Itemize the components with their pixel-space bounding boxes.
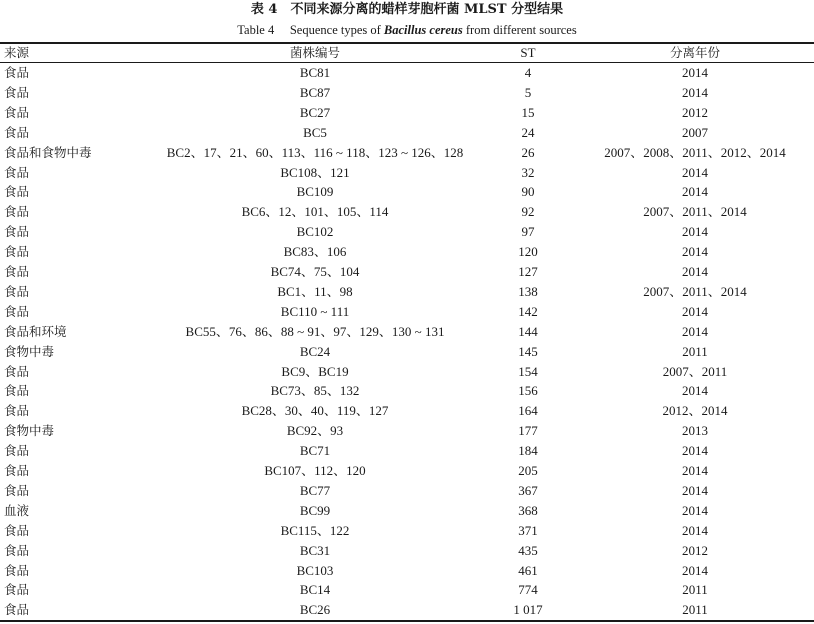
cell-st: 156: [518, 383, 538, 399]
cell-year: 2007、2011、2014: [643, 283, 747, 299]
cell-year: 2011: [682, 343, 708, 359]
cell-year: 2012、2014: [662, 403, 728, 419]
cell-strain: BC99: [299, 502, 331, 518]
cell-source: 食品: [4, 303, 30, 319]
cell-source: 食品: [4, 463, 30, 478]
cell-strain: BC27: [299, 104, 331, 120]
table-row: [0, 262, 814, 282]
caption-en-prefix: Table 4 Sequence types of: [237, 23, 384, 37]
cell-st: 26: [521, 144, 535, 160]
table-row: [0, 163, 814, 183]
cell-st: 164: [518, 403, 538, 419]
cell-st: 774: [518, 582, 538, 598]
cell-strain: BC5: [303, 124, 327, 140]
cell-st: 97: [521, 224, 535, 240]
cell-st: 205: [518, 463, 538, 478]
table-row: [0, 441, 814, 461]
cell-st: 461: [518, 562, 538, 578]
table-row: [0, 501, 814, 521]
cell-source: 食品: [4, 482, 30, 498]
cell-year: 2011: [682, 582, 708, 598]
cell-year: 2012: [682, 104, 708, 120]
cell-year: 2014: [682, 482, 708, 498]
cell-strain: BC115、122: [280, 522, 350, 538]
cell-st: 368: [518, 502, 538, 518]
table-row: [0, 580, 814, 600]
cell-year: 2014: [682, 303, 708, 319]
table-row: [0, 123, 814, 143]
header-source: 来源: [4, 45, 30, 60]
cell-st: 142: [518, 303, 538, 319]
table-row: [0, 302, 814, 322]
cell-strain: BC102: [296, 224, 334, 240]
header-st: ST: [520, 45, 536, 60]
cell-st: 145: [518, 343, 538, 359]
cell-strain: BC55、76、86、88 ~ 91、97、129、130 ~ 131: [185, 323, 445, 339]
cell-year: 2014: [682, 224, 708, 240]
cell-strain: BC24: [299, 343, 331, 359]
cell-strain: BC73、85、132: [270, 383, 360, 399]
header-year: 分离年份: [669, 45, 720, 60]
cell-year: 2014: [682, 264, 708, 279]
table-row: [0, 342, 814, 362]
cell-strain: BC2、17、21、60、113、116 ~ 118、123 ~ 126、128: [166, 144, 464, 160]
cell-source: 食品: [4, 124, 30, 140]
table-row: [0, 282, 814, 302]
table-row: [0, 103, 814, 123]
table-bottom-rule: [0, 620, 814, 622]
table-row: [0, 481, 814, 501]
cell-st: 90: [521, 184, 535, 200]
cell-year: 2013: [682, 423, 708, 439]
cell-st: 120: [518, 244, 538, 260]
caption-en-species: Bacillus cereus: [383, 23, 463, 37]
cell-st: 32: [521, 164, 535, 180]
cell-strain: BC1、11、98: [277, 283, 353, 299]
cell-year: 2014: [682, 323, 708, 339]
cell-year: 2011: [682, 602, 708, 618]
cell-strain: BC92、93: [286, 423, 344, 439]
cell-st: 435: [518, 542, 538, 558]
cell-source: 食品和环境: [4, 323, 67, 339]
table-row: [0, 242, 814, 262]
cell-st: 177: [518, 423, 538, 439]
table-caption-english: [0, 22, 814, 39]
cell-source: 食品: [4, 582, 30, 598]
cell-year: 2014: [682, 463, 708, 478]
cell-st: 367: [518, 482, 538, 498]
table-row: [0, 202, 814, 222]
table-row: [0, 63, 814, 83]
cell-strain: BC74、75、104: [270, 264, 360, 279]
cell-strain: BC77: [299, 482, 331, 498]
cell-year: 2014: [682, 65, 708, 80]
cell-year: 2014: [682, 443, 708, 459]
cell-strain: BC28、30、40、119、127: [241, 403, 389, 419]
cell-source: 食物中毒: [4, 423, 55, 439]
cell-st: 127: [518, 264, 538, 279]
table-row: [0, 561, 814, 581]
table-row: [0, 322, 814, 342]
cell-source: 食品和食物中毒: [4, 144, 92, 160]
table-row: [0, 143, 814, 163]
table-row: [0, 182, 814, 202]
cell-source: 食品: [4, 184, 30, 200]
cell-source: 食品: [4, 164, 30, 180]
cell-year: 2007、2011、2014: [643, 204, 747, 220]
cell-source: 食品: [4, 562, 30, 578]
cell-strain: BC31: [299, 542, 331, 558]
table-row: [0, 222, 814, 242]
cell-year: 2007、2011: [662, 363, 728, 379]
cell-strain: BC14: [299, 582, 331, 598]
cell-year: 2007、2008、2011、2012、2014: [604, 144, 786, 160]
cell-strain: BC108、121: [280, 164, 350, 180]
cell-source: 食品: [4, 264, 30, 279]
cell-st: 92: [521, 204, 535, 220]
cell-strain: BC71: [299, 443, 331, 459]
cell-source: 食品: [4, 104, 30, 120]
cell-source: 食品: [4, 204, 30, 220]
table-row: [0, 521, 814, 541]
cell-source: 食品: [4, 383, 30, 399]
cell-source: 食物中毒: [4, 343, 55, 359]
cell-source: 食品: [4, 403, 30, 419]
cell-st: 184: [518, 443, 538, 459]
cell-st: 154: [518, 363, 538, 379]
table-row: [0, 401, 814, 421]
cell-strain: BC83、106: [283, 244, 347, 260]
cell-source: 血液: [4, 502, 30, 518]
table-row: [0, 600, 814, 620]
cell-source: 食品: [4, 542, 30, 558]
cell-strain: BC6、12、101、105、114: [241, 204, 389, 220]
cell-year: 2014: [682, 562, 708, 578]
cell-source: 食品: [4, 602, 30, 618]
cell-st: 1 017: [513, 602, 543, 618]
cell-source: 食品: [4, 244, 30, 260]
cell-year: 2014: [682, 244, 708, 260]
cell-year: 2014: [682, 383, 708, 399]
cell-strain: BC110 ~ 111: [280, 303, 350, 319]
cell-st: 4: [524, 65, 532, 80]
table-row: [0, 362, 814, 382]
cell-source: 食品: [4, 224, 30, 240]
cell-st: 5: [524, 84, 532, 100]
table-row: [0, 541, 814, 561]
cell-strain: BC107、112、120: [264, 463, 366, 478]
cell-strain: BC103: [296, 562, 334, 578]
cell-st: 15: [521, 104, 535, 120]
cell-source: 食品: [4, 443, 30, 459]
cell-year: 2014: [682, 84, 708, 100]
cell-year: 2014: [682, 522, 708, 538]
cell-strain: BC87: [299, 84, 331, 100]
table-caption-chinese: 表 4 不同来源分离的蜡样芽胞杆菌 MLST 分型结果: [250, 2, 564, 17]
table-row: [0, 421, 814, 441]
cell-source: 食品: [4, 84, 30, 100]
cell-source: 食品: [4, 522, 30, 538]
cell-year: 2014: [682, 184, 708, 200]
cell-source: 食品: [4, 363, 30, 379]
cell-year: 2014: [682, 502, 708, 518]
caption-en-suffix: from different sources: [462, 23, 577, 37]
table-row: [0, 461, 814, 481]
cell-source: 食品: [4, 283, 30, 299]
cell-strain: BC81: [299, 65, 331, 80]
cell-strain: BC26: [299, 602, 331, 618]
table-row: [0, 381, 814, 401]
cell-source: 食品: [4, 65, 30, 80]
cell-st: 24: [521, 124, 535, 140]
cell-year: 2012: [682, 542, 708, 558]
table-row: [0, 83, 814, 103]
cell-st: 138: [518, 283, 538, 299]
cell-strain: BC109: [296, 184, 334, 200]
cell-year: 2007: [682, 124, 708, 140]
cell-year: 2014: [682, 164, 708, 180]
table-header-row: [0, 43, 814, 63]
cell-strain: BC9、BC19: [281, 363, 349, 379]
cell-st: 144: [518, 323, 538, 339]
header-strain: 菌株编号: [289, 45, 340, 60]
cell-st: 371: [518, 522, 538, 538]
